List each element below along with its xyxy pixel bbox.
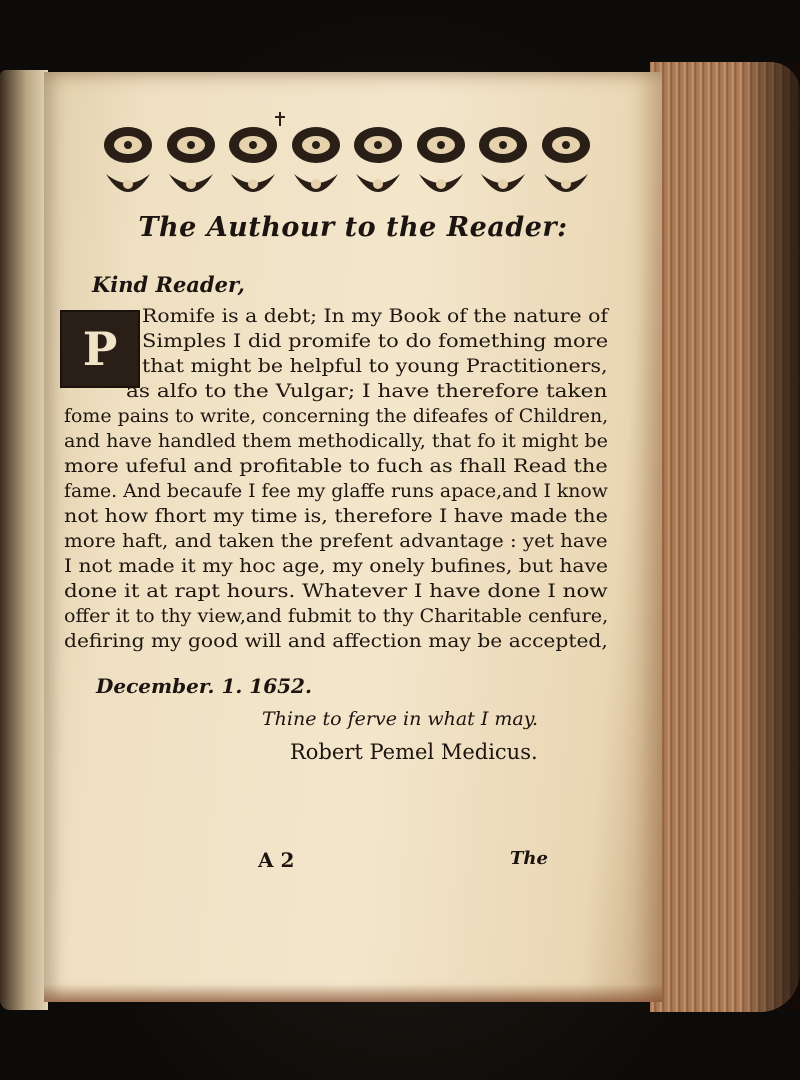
page-stain	[44, 984, 662, 1002]
fleuron-icon	[477, 124, 529, 212]
fleuron-icon	[227, 124, 279, 212]
text-line: that might be helpful to young Practitioners,	[142, 355, 608, 377]
fleuron-icon	[540, 124, 592, 212]
catchword: The	[510, 848, 548, 869]
headpiece-ornament	[102, 122, 592, 214]
text-line: Romife is a debt; In my Book of the nature of	[142, 305, 608, 327]
text-line: offer it to thy view,and fubmit to thy Charitable cenfure,	[64, 605, 609, 627]
text-line: Simples I did promife to do fomething more	[142, 330, 609, 352]
page-title: The Authour to the Reader:	[138, 212, 568, 243]
salutation: Kind Reader,	[92, 272, 245, 297]
fleuron-icon	[165, 124, 217, 212]
text-line: and have handled them methodically, that fo it might be	[64, 430, 608, 452]
fleuron-icon	[290, 124, 342, 212]
text-line: fome pains to write, concerning the difeafes of Children,	[64, 405, 609, 427]
fleuron-icon	[102, 124, 154, 212]
book-spine-edge	[0, 70, 48, 1010]
drop-cap	[60, 310, 140, 388]
text-line: defiring my good will and affection may be accepted,	[64, 630, 608, 652]
text-line: not how fhort my time is, therefore I have made the	[64, 505, 608, 527]
drop-cap-letter: P	[82, 322, 118, 376]
author-signature: Robert Pemel Medicus.	[290, 740, 538, 764]
signature-mark: A 2	[258, 848, 295, 872]
fleuron-icon	[352, 124, 404, 212]
fleuron-icon	[415, 124, 467, 212]
text-line: I not made it my hoc age, my onely bufines, but have	[64, 555, 608, 577]
text-line: as alfo to the Vulgar; I have therefore taken	[126, 380, 608, 402]
text-line: done it at rapt hours. Whatever I have done I now	[64, 580, 608, 602]
text-line: more haft, and taken the prefent advantage : yet have	[64, 530, 608, 552]
text-line: fame. And becaufe I fee my glaffe runs apace,and I know	[64, 480, 608, 502]
closing-phrase: Thine to ferve in what I may.	[262, 708, 538, 730]
book-fore-edge	[650, 62, 800, 1012]
text-line: more ufeful and profitable to fuch as fhall Read the	[64, 455, 608, 477]
book-page	[44, 72, 662, 1002]
letter-date: December. 1. 1652.	[96, 674, 312, 698]
